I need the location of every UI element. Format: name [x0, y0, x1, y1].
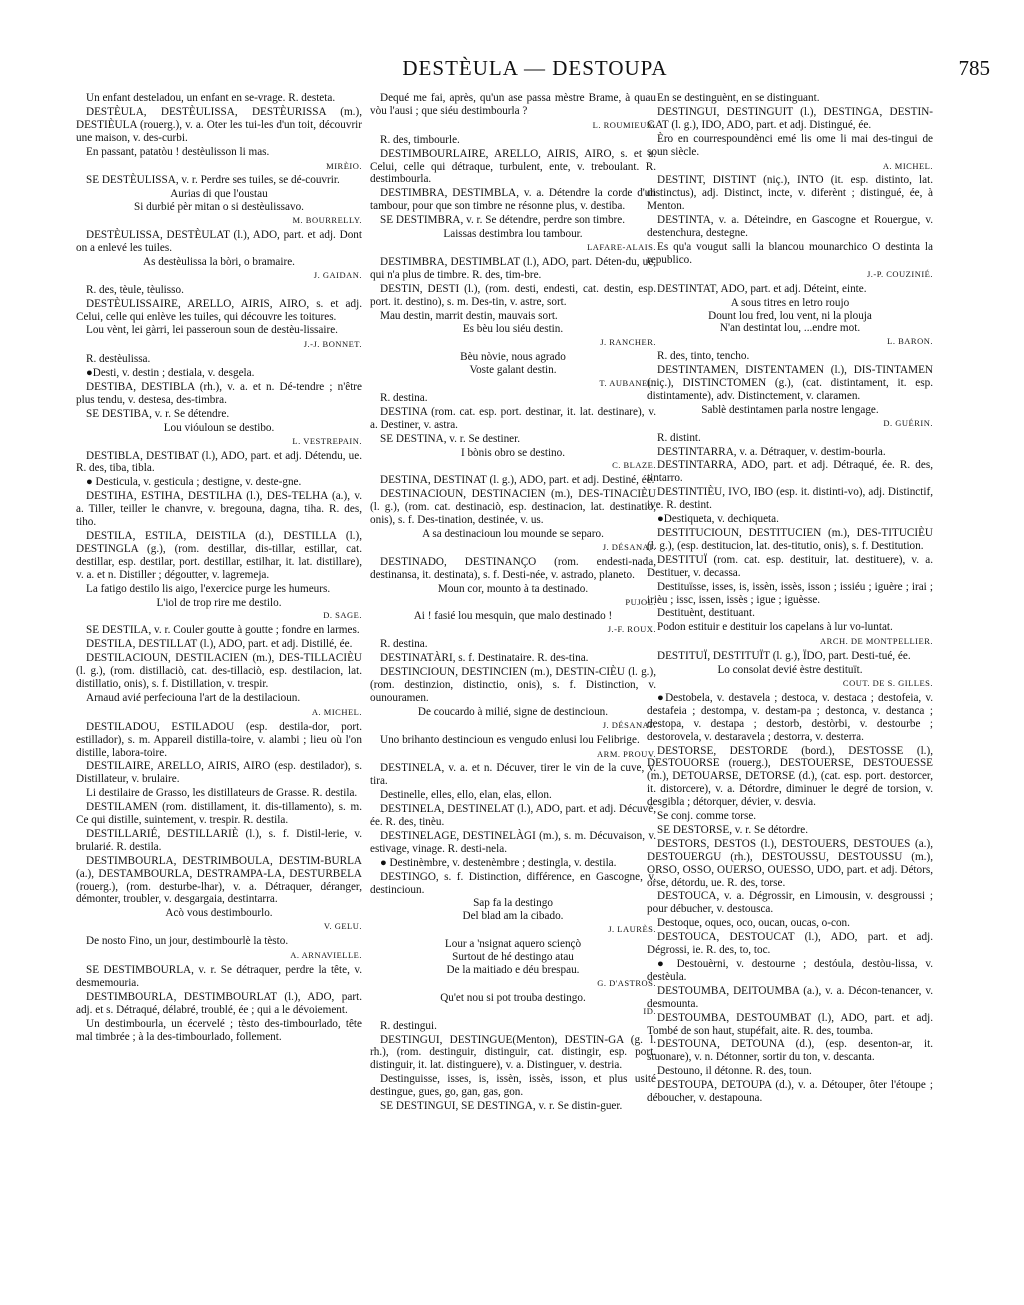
quotation-line: Sablè destintamen parla nostre lengage. — [701, 403, 879, 416]
dictionary-paragraph: DESTIBLA, DESTIBAT (l.), ADO, part. et adj. Détendu, ue. R. des, tiba, tibla. — [76, 449, 362, 475]
dictionary-paragraph: DESTILADOU, ESTILADOU (esp. destila-dor, port. estillador), s. m. Appareil distilla-toire, v. alambi ; lieu où l'on distille, labora-toire. — [76, 720, 362, 759]
dictionary-paragraph: SE DESTORSE, v. r. Se détordre. — [657, 823, 809, 836]
dictionary-paragraph: DESTINACIOUN, DESTINACIEN (m.), DES-TINACIÈU (l. g.), (rom. cat. destinaciò, esp. destinacion, lat. destinatio, onis), s. f. Des-tination, destinée, v. us. — [370, 488, 656, 527]
dictionary-paragraph: R. des, tèule, tèulisso. — [86, 283, 184, 296]
dictionary-paragraph: DESTORSE, DESTORDE (bord.), DESTOSSE (l.), DESTOUORSE (rouerg.), DESTOUERSE, DESTOUESSE (m.), DETOUARSE, DETORSE (d.), (cat. esp. port. destorcer, it. distorcere), v. a. Détordre, diminuer le degré de torsion, v. desgibla ; détorquer, dévier, v. desvia. — [647, 744, 933, 809]
dictionary-paragraph: Destoque, oques, oco, oucan, oucas, o-con. — [657, 917, 850, 930]
author-attribution: J. DÉSANAT. — [602, 541, 656, 552]
author-attribution: J. DÉSANAT. — [602, 719, 656, 730]
dictionary-paragraph: Mau destin, marrit destin, mauvais sort. — [380, 309, 558, 322]
dictionary-paragraph: DESTINT, DISTINT (niç.), INTO (it. esp. distinto, lat. distinctus), adj. Distinct, incte, v. diferènt ; distingué, ée, à Menton. — [647, 174, 933, 213]
quotation-line: Surtout de hé destingo atau — [452, 951, 574, 964]
author-attribution: ARM. PROUV. — [597, 748, 656, 759]
dictionary-paragraph: ● Destinèmbre, v. destenèmbre ; destingla, v. destila. — [380, 856, 617, 869]
quotation-line: Moun cor, mounto à ta destinado. — [437, 582, 589, 595]
dictionary-paragraph: DESTINGUI, DESTINGUIT (l.), DESTINGA, DESTIN-GAT (l. g.), IDO, ADO, part. et adj. Distingué, ée. — [647, 105, 933, 131]
dictionary-paragraph: Destituènt, destituant. — [657, 607, 755, 620]
quotation-line: Laissas destimbra lou tambour. — [443, 228, 583, 241]
dictionary-paragraph: SE DESTINGUI, SE DESTINGA, v. r. Se distin-guer. — [380, 1100, 623, 1113]
author-attribution: A. ARNAVIELLE. — [290, 950, 362, 961]
dictionary-paragraph: ●Destobela, v. destavela ; destoca, v. destaca ; destofeia, v. destafeia ; destompa, v. destam-pa ; destonca, v. destanca ; destopa, v. destapa ; destorb, destòrbi, v. destourbe ; destorovela, v. destaravela ; destorra, v. desterra. — [647, 691, 933, 743]
author-attribution: A. MICHEL. — [882, 160, 933, 171]
author-attribution: J. LAURÈS. — [608, 924, 656, 935]
dictionary-paragraph: DESTILLARIÉ, DESTILLARIÈ (l.), s. f. Distil-lerie, v. brularié. R. destila. — [76, 827, 362, 853]
dictionary-paragraph: DESTIMBOURLA, DESTIMBOURLAT (l.), ADO, part. adj. et s. Détraqué, délabré, troublé, ée ; qui a le dévoiement. — [76, 990, 362, 1016]
quotation-line: I bònis obro se destino. — [460, 446, 566, 459]
quotation-line: Es bèu lou siéu destin. — [462, 323, 564, 336]
dictionary-paragraph: DESTIMBOURLA, DESTRIMBOULA, DESTIM-BURLA (a.), DESTAMBOURLA, DESTRAMPA-LA, DESTURBELA (rouerg.), (rom. desturbe-lhar), v. a. Détraquer, déranger, démonter, troubler, v. desgargaia, destintarra. — [76, 854, 362, 906]
page-number: 785 — [958, 56, 990, 80]
dictionary-paragraph: DESTIMBOURLAIRE, ARELLO, AIRIS, AIRO, s. et a. Celui, celle qui détraque, turbulent, ente, v. treboulant. R. destimbourla. — [370, 147, 656, 186]
dictionary-paragraph: DESTIHA, ESTIHA, DESTILHA (l.), DES-TELHA (a.), v. a. Tiller, teiller le chanvre, v. bregouna, dagna, tiha. R. des, tiho. — [76, 490, 362, 529]
dictionary-paragraph: DESTOUCA, DESTOUCAT (l.), ADO, part. et adj. Dégrossi, ie. R. des, to, toc. — [647, 931, 933, 957]
author-attribution: COUT. DE S. GILLES. — [842, 677, 933, 688]
quotation-line: Voste galant destin. — [469, 364, 557, 377]
quotation-line: De la maitiado e déu brespau. — [446, 964, 580, 976]
dictionary-paragraph: La fatigo destilo lis aigo, l'exercice purge les humeurs. — [86, 582, 331, 595]
author-attribution: G. D'ASTROS. — [597, 977, 656, 988]
dictionary-paragraph: DESTILACIOUN, DESTILACIEN (m.), DES-TILLACIÈU (l. g.), (rom. distillaciò, cat. des-tillaciò, esp. destilacion, lat. distillatio, onis), s. f. Distillation, v. trespir. — [76, 652, 362, 690]
author-attribution: ID. — [643, 1005, 656, 1016]
author-attribution: J. GAIDAN. — [313, 269, 362, 280]
dictionary-paragraph: Destituïsse, isses, is, issèn, issès, isson ; issiéu ; iguère ; irai ; irièu ; issc, issen, issès ; igue ; iguèsse. — [647, 580, 933, 606]
quotation-line: Dount lou fred, lou vent, ni la plouja — [708, 309, 872, 322]
dictionary-paragraph: R. destina. — [380, 638, 428, 651]
dictionary-paragraph: Èro en courrespoundènci emé lis ome li mai des-tingui de soun siècle. — [647, 132, 933, 158]
dictionary-paragraph: DESTÈULISSA, DESTÈULAT (l.), ADO, part. et adj. Dont on a enlevé les tuiles. — [76, 229, 362, 254]
dictionary-paragraph: DESTINELAGE, DESTINELÀGI (m.), s. m. Décuvaison, v. estivage, vinage. R. desti-nela. — [370, 829, 656, 855]
quotation-line: Bèu nòvie, nous agrado — [460, 351, 566, 364]
dictionary-paragraph: SE DESTINA, v. r. Se destiner. — [380, 432, 521, 445]
dictionary-paragraph: DESTITUÏ, DESTITUÏT (l. g.), ÏDO, part. Desti-tué, ée. — [657, 650, 911, 663]
author-attribution: J.-J. BONNET. — [303, 339, 362, 350]
dictionary-paragraph: R. destèulissa. — [86, 353, 151, 366]
dictionary-paragraph: Arnaud avié perfeciouna l'art de la destilacioun. — [86, 691, 301, 704]
dictionary-paragraph: DESTINTARRA, ADO, part. et adj. Détraqué, ée. R. des, tintarro. — [647, 459, 933, 485]
dictionary-paragraph: DESTILAMEN (rom. distillament, it. dis-tillamento), s. m. Ce qui distille, suintement, v. trespir. R. destila. — [76, 801, 362, 827]
dictionary-paragraph: SE DESTIMBRA, v. r. Se détendre, perdre son timbre. — [380, 214, 626, 227]
dictionary-paragraph: DESTITUCIOUN, DESTITUCIEN (m.), DES-TITUCIÈU (l. g.), (esp. destitucion, lat. des-titutio, onis), s. f. Destitution. — [647, 527, 933, 552]
dictionary-paragraph: SE DESTÈULISSA, v. r. Perdre ses tuiles, se dé-couvrir. — [86, 174, 340, 187]
author-attribution: C. BLAZE. — [612, 460, 656, 471]
dictionary-paragraph: ●Desti, v. destin ; destiala, v. desgela. — [86, 367, 255, 380]
quotation-line: Lour a 'nsignat aquero sciençò — [444, 938, 582, 951]
dictionary-paragraph: R. destingui. — [380, 1019, 437, 1032]
dictionary-paragraph: DESTILAIRE, ARELLO, AIRIS, AIRO (esp. destilador), s. Distillateur, v. brulaire. — [76, 760, 362, 786]
quotation-line: Aurias di que l'oustau — [170, 188, 268, 201]
dictionary-paragraph: Un enfant desteladou, un enfant en se-vrage. R. desteta. — [86, 92, 336, 104]
dictionary-paragraph: Destinelle, elles, ello, elan, elas, ellon. — [380, 789, 552, 802]
author-attribution: PUJOL. — [625, 596, 656, 607]
dictionary-paragraph: DESTOUNA, DETOUNA (d.), (esp. desenton-ar, it. stuonare), v. n. Détonner, sortir du ton, v. descanta. — [647, 1038, 933, 1064]
quotation-line: N'an destintat lou, ...endre mot. — [719, 322, 861, 335]
dictionary-paragraph: DESTÈULISSAIRE, ARELLO, AIRIS, AIRO, s. et adj. Celui, celle qui enlève les tuiles, qui découvre les toitures. — [76, 297, 362, 323]
dictionary-paragraph: Dequé me fai, après, qu'un ase passa mèstre Brame, à quau vòu l'ausi ; que siéu destimbourla ? — [370, 92, 656, 117]
dictionary-paragraph: DESTIBA, DESTIBLA (rh.), v. a. et n. Dé-tendre ; n'être plus tendu, v. destesa, des-timbra. — [76, 381, 362, 406]
dictionary-paragraph: DESTORS, DESTOS (l.), DESTOUERS, DESTOUES (a.), DESTOUERGU (rh.), DESTOUSSU, DESTOUSSU (m.), ORSO, OSSO, OUERSO, OUESSO, UDO, part. et adj. Détors, orse, détordu, ue. R. des, torse. — [647, 837, 933, 889]
quotation-line: Del blad am la cibado. — [462, 910, 564, 923]
dictionary-paragraph: DESTINA, DESTINAT (l. g.), ADO, part. et adj. Destiné, ée. — [380, 474, 655, 487]
dictionary-paragraph: DESTINGO, s. f. Distinction, différence, en Gascogne, v. destincioun. — [370, 870, 656, 896]
dictionary-paragraph: DESTILA, DESTILLAT (l.), ADO, part. et adj. Distillé, ée. — [86, 638, 353, 651]
dictionary-paragraph: ●Destiqueta, v. dechiqueta. — [657, 513, 779, 526]
dictionary-paragraph: SE DESTIBA, v. r. Se détendre. — [86, 407, 230, 420]
quotation-line: A sous titres en letro roujo — [730, 296, 850, 309]
dictionary-paragraph: Li destilaire de Grasso, les distillateurs de Grasse. R. destila. — [86, 787, 358, 800]
dictionary-paragraph: Podon estituir e destituir los capelans à lur vo-luntat. — [657, 621, 893, 634]
quotation-line: Qu'et nou si pot trouba destingo. — [440, 991, 586, 1004]
dictionary-paragraph: Un destimbourla, un écervelé ; tèsto des-timbourlado, tête mal timbrée ; à la des-timbourlado, follement. — [76, 1017, 362, 1043]
author-attribution: L. ROUMIEUX. — [592, 119, 656, 130]
author-attribution: D. SAGE. — [323, 610, 362, 621]
dictionary-paragraph: ● Desticula, v. gesticula ; destigne, v. deste-gne. — [86, 476, 302, 489]
dictionary-paragraph: DESTINTARRA, v. a. Détraquer, v. destim-bourla. — [657, 445, 886, 458]
dictionary-paragraph: En passant, patatòu ! destèulisson li mas. — [86, 145, 270, 158]
author-attribution: L. BARON. — [887, 336, 933, 347]
author-attribution: J. RANCHER. — [600, 337, 656, 348]
author-attribution: L. VESTREPAIN. — [292, 435, 362, 446]
dictionary-paragraph: SE DESTIMBOURLA, v. r. Se détraquer, perdre la tête, v. desmemouria. — [76, 964, 362, 989]
dictionary-paragraph: DESTINCIOUN, DESTINCIEN (m.), DESTIN-CIÈU (l. g.), (rom. destinzion, distinctio, onis), s. f. Distinction, v. ounouramen. — [370, 666, 656, 704]
quotation-line: De coucardo à milié, signe de destincioun. — [417, 705, 609, 718]
dictionary-paragraph: Lou vènt, lei gàrri, lei passeroun soun de destèu-lissaire. — [86, 324, 338, 337]
dictionary-paragraph: DESTINGUI, DESTINGUE(Menton), DESTIN-GA (g. l. rh.), (rom. destinguir, distinguir, cat. distingir, esp. port. distinguir, it. lat. distinguere), v. a. Distinguer, v. destria. — [370, 1033, 656, 1072]
dictionary-paragraph: Es qu'a vougut salli la blancou mounarchico O destinta la republico. — [647, 240, 933, 266]
quotation-line: As destèulissa la bòri, o bramaire. — [143, 255, 295, 268]
page-header — [70, 50, 1000, 80]
quotation-line: Lo consolat devié èstre destituït. — [717, 664, 863, 677]
dictionary-paragraph: ● Destouèrni, v. destourne ; destóula, destòu-lissa, v. destèula. — [647, 958, 933, 983]
author-attribution: A. MICHEL. — [311, 706, 362, 717]
dictionary-paragraph: DESTITUÏ (rom. cat. esp. destituir, lat. destituere), v. a. Destituer, v. decassa. — [647, 553, 933, 579]
quotation-line: A sa destinacioun lou mounde se separo. — [422, 528, 604, 540]
dictionary-paragraph: DESTINELA, v. a. et n. Décuver, tirer le vin de la cuve, v. tira. — [370, 762, 656, 788]
author-attribution: M. BOURRELLY. — [292, 215, 362, 226]
dictionary-paragraph: R. des, timbourle. — [380, 133, 460, 146]
dictionary-paragraph: En se destinguènt, en se distinguant. — [657, 92, 820, 104]
dictionary-paragraph: DESTINATÀRI, s. f. Destinataire. R. des-tina. — [380, 652, 589, 665]
dictionary-paragraph: SE DESTILA, v. r. Couler goutte à goutte ; fondre en larmes. — [86, 624, 360, 637]
author-attribution: LAFARE-ALAIS. — [587, 241, 656, 252]
quotation-line: L'iol de trop rire me destilo. — [156, 596, 282, 609]
author-attribution: V. GELU. — [323, 921, 362, 932]
author-attribution: T. AUBANEL. — [599, 378, 656, 389]
dictionary-paragraph: DESTINELA, DESTINELAT (l.), ADO, part. et adj. Décuvé, ée. R. des, tinèu. — [370, 803, 656, 829]
dictionary-paragraph: Uno brihanto destincioun es vengudo enlusi lou Felibrige. — [380, 733, 640, 746]
quotation-line: Ai ! fasié lou mesquin, que malo destinado ! — [413, 610, 613, 623]
dictionary-paragraph: R. des, tinto, tencho. — [657, 350, 750, 363]
dictionary-paragraph: DESTINTA, v. a. Déteindre, en Gascogne et Rouergue, v. destenchura, destegne. — [647, 214, 933, 240]
dictionary-paragraph: R. destina. — [380, 391, 428, 404]
author-attribution: MIRÈIO. — [326, 160, 362, 171]
author-attribution: J.-P. COUZINIÉ. — [866, 268, 933, 279]
dictionary-paragraph: DESTIMBRA, DESTIMBLA, v. a. Détendre la corde d'un tambour, pour que son timbre ne résonne plus, v. destiba. — [370, 187, 656, 213]
dictionary-paragraph: DESTINTAMEN, DISTENTAMEN (l.), DIS-TINTAMEN (niç.), DISTINCTOMEN (g.), (cat. distintament, it. esp. distintamente), adv. Distinctement, v. claramen. — [647, 364, 933, 402]
dictionary-paragraph: DESTIN, DESTI (l.), (rom. desti, endesti, cat. destin, esp. port. it. destino), s. m. Des-tin, v. astre, sort. — [370, 282, 656, 308]
dictionary-paragraph: DESTOUMBA, DESTOUMBAT (l.), ADO, part. et adj. Tombé de son haut, stupéfait, aite. R. des, toumba. — [647, 1011, 933, 1037]
author-attribution: J.-F. ROUX. — [607, 624, 656, 635]
dictionary-paragraph: DESTIMBRA, DESTIMBLAT (l.), ADO, part. Déten-du, ue, qui n'a plus de timbre. R. des, tim-bre. — [370, 255, 656, 281]
quotation-line: Lou vióuloun se destibo. — [163, 421, 275, 434]
running-title: DESTÈULA — DESTOUPA — [402, 56, 668, 80]
author-attribution: D. GUÉRIN. — [883, 417, 933, 428]
dictionary-paragraph: DESTINTIÈU, IVO, IBO (esp. it. distinti-vo), adj. Distinctif, ive. R. destint. — [647, 486, 933, 512]
quotation-line: Acò vous destimbourlo. — [165, 907, 273, 920]
dictionary-paragraph: DESTOUMBA, DEITOUMBA (a.), v. a. Décon-tenancer, v. desmounta. — [647, 984, 933, 1010]
dictionary-paragraph: Destinguisse, isses, is, issèn, issès, isson, et plus usité destingue, gues, go, gan, gas, gon. — [370, 1073, 656, 1099]
dictionary-paragraph: R. distint. — [657, 431, 701, 444]
dictionary-paragraph: DESTINA (rom. cat. esp. port. destinar, it. lat. destinare), v. a. Destiner, v. astra. — [370, 405, 656, 431]
author-attribution: ARCH. DE MONTPELLIER. — [820, 636, 933, 647]
column-middle — [370, 92, 656, 1114]
dictionary-paragraph: DESTOUPA, DETOUPA (d.), v. a. Détouper, ôter l'étoupe ; déboucher, v. destapouna. — [647, 1079, 933, 1105]
dictionary-paragraph: DESTINTAT, ADO, part. et adj. Déteint, einte. — [657, 282, 867, 295]
dictionary-paragraph: De nosto Fino, un jour, destimbourlè la tèsto. — [86, 935, 289, 948]
dictionary-paragraph: DESTINADO, DESTINANÇO (rom. endesti-nada, destinansa, it. destinata), s. f. Desti-née, v. astrado, planeto. — [370, 555, 656, 581]
dictionary-paragraph: DESTILA, ESTILA, DEISTILA (d.), DESTILLA (l.), DESTINGLA (g.), (rom. destillar, dis-tillar, estillar, cat. destillar, esp. destilar, port. destillar, estilhar, it. lat. distillare), v. a. et n. Distiller ; dégoutter, v. lagremeja. — [76, 530, 362, 581]
dictionary-paragraph: Se conj. comme torse. — [657, 810, 757, 823]
dictionary-paragraph: DESTOUCA, v. a. Dégrossir, en Limousin, v. desgroussi ; pour débucher, v. destousca. — [647, 890, 933, 916]
quotation-line: Si durbié pèr mitan o si destèulissavo. — [134, 201, 304, 214]
quotation-line: Sap fa la destingo — [473, 897, 553, 910]
column-left — [76, 92, 362, 1044]
dictionary-paragraph: Destouno, il détonne. R. des, toun. — [657, 1065, 812, 1078]
dictionary-paragraph: DESTÈULA, DESTÈULISSA, DESTÈURISSA (m.), DESTIÈULA (rouerg.), v. a. Oter les tui-les d'un toit, découvrir une maison, v. des-curbi. — [76, 105, 362, 144]
column-right — [647, 92, 933, 1106]
